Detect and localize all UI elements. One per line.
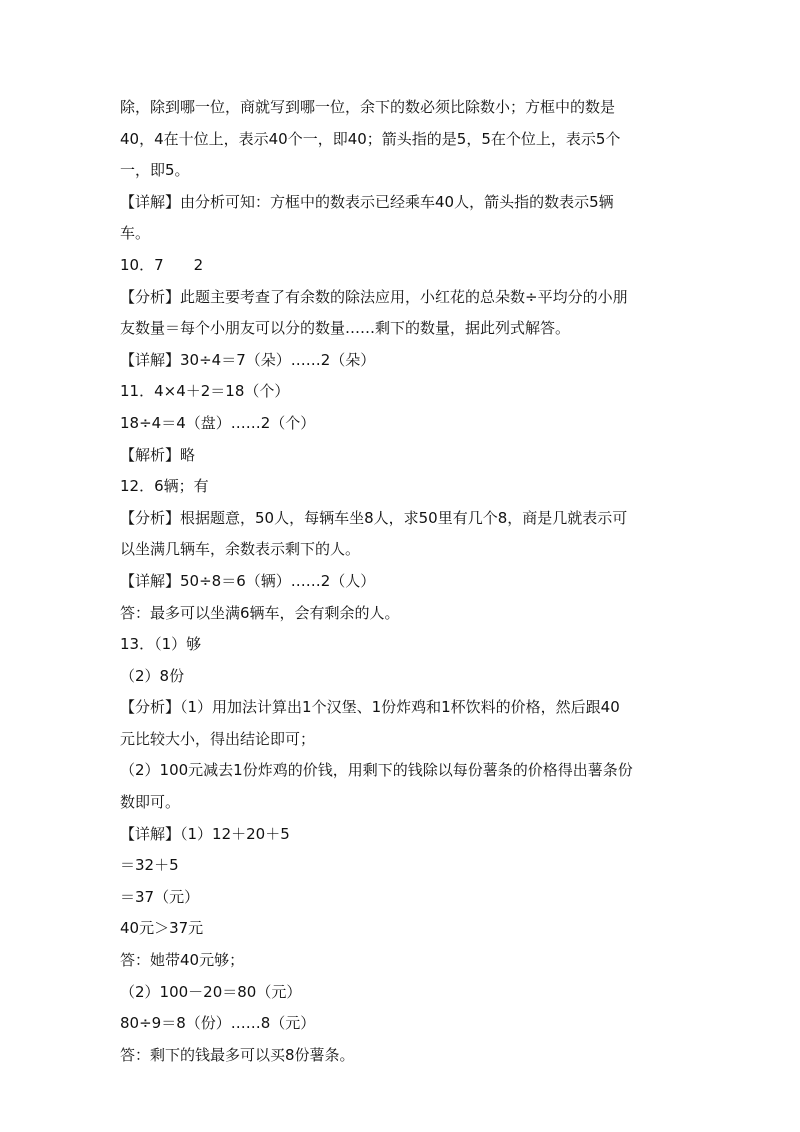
text-line: 友数量＝每个小朋友可以分的数量……剩下的数量，据此列式解答。 bbox=[120, 319, 571, 338]
text-line: （2）100元减去1份炸鸡的价钱，用剩下的钱除以每份薯条的价格得出薯条份 bbox=[120, 761, 633, 780]
text-line: 【分析】此题主要考查了有余数的除法应用，小红花的总朵数÷平均分的小朋 bbox=[120, 287, 628, 306]
text-line: 以坐满几辆车，余数表示剩下的人。 bbox=[120, 540, 361, 559]
text-line: 40，4在十位上，表示40个一，即40；箭头指的是5，5在个位上，表示5个 bbox=[120, 129, 621, 148]
text-line: 答：她带40元够； bbox=[120, 951, 245, 970]
text-line: 【解析】略 bbox=[120, 445, 196, 464]
answer-text-block bbox=[120, 92, 685, 1071]
text-line: 【详解】由分析可知：方框中的数表示已经乘车40人，箭头指的数表示5辆 bbox=[120, 192, 614, 211]
text-line: 【详解】30÷4＝7（朵）……2（朵） bbox=[120, 350, 376, 369]
text-line: 80÷9＝8（份）……8（元） bbox=[120, 1014, 316, 1033]
text-line: 40元＞37元 bbox=[120, 919, 204, 938]
text-line: （2）100－20＝80（元） bbox=[120, 982, 302, 1001]
text-line: 数即可。 bbox=[120, 793, 181, 812]
text-line: 车。 bbox=[120, 224, 151, 243]
text-line: ＝37（元） bbox=[120, 887, 200, 906]
text-line: 【详解】50÷8＝6（辆）……2（人） bbox=[120, 571, 376, 590]
text-line: 除，除到哪一位，商就写到哪一位，余下的数必须比除数小；方框中的数是 bbox=[120, 98, 616, 116]
question-number-line: 10．7 2 bbox=[120, 255, 204, 274]
text-line: （2）8份 bbox=[120, 666, 185, 685]
text-line: ＝32＋5 bbox=[120, 856, 179, 875]
text-line: 【详解】（1）12＋20＋5 bbox=[120, 824, 290, 843]
text-line: 元比较大小，得出结论即可； bbox=[120, 729, 316, 748]
text-line: 18÷4＝4（盘）……2（个） bbox=[120, 413, 316, 432]
question-number-line: 11．4×4＋2＝18（个） bbox=[120, 382, 290, 401]
text-line: 【分析】（1）用加法计算出1个汉堡、1份炸鸡和1杯饮料的价格，然后跟40 bbox=[120, 698, 620, 717]
text-line: 答：最多可以坐满6辆车，会有剩余的人。 bbox=[120, 603, 400, 622]
question-number-line: 13．（1）够 bbox=[120, 635, 202, 654]
text-line: 一，即5。 bbox=[120, 161, 190, 180]
question-number-line: 12．6辆；有 bbox=[120, 477, 209, 496]
text-line: 【分析】根据题意，50人，每辆车坐8人，求50里有几个8，商是几就表示可 bbox=[120, 508, 628, 527]
text-line: 答：剩下的钱最多可以买8份薯条。 bbox=[120, 1045, 355, 1064]
